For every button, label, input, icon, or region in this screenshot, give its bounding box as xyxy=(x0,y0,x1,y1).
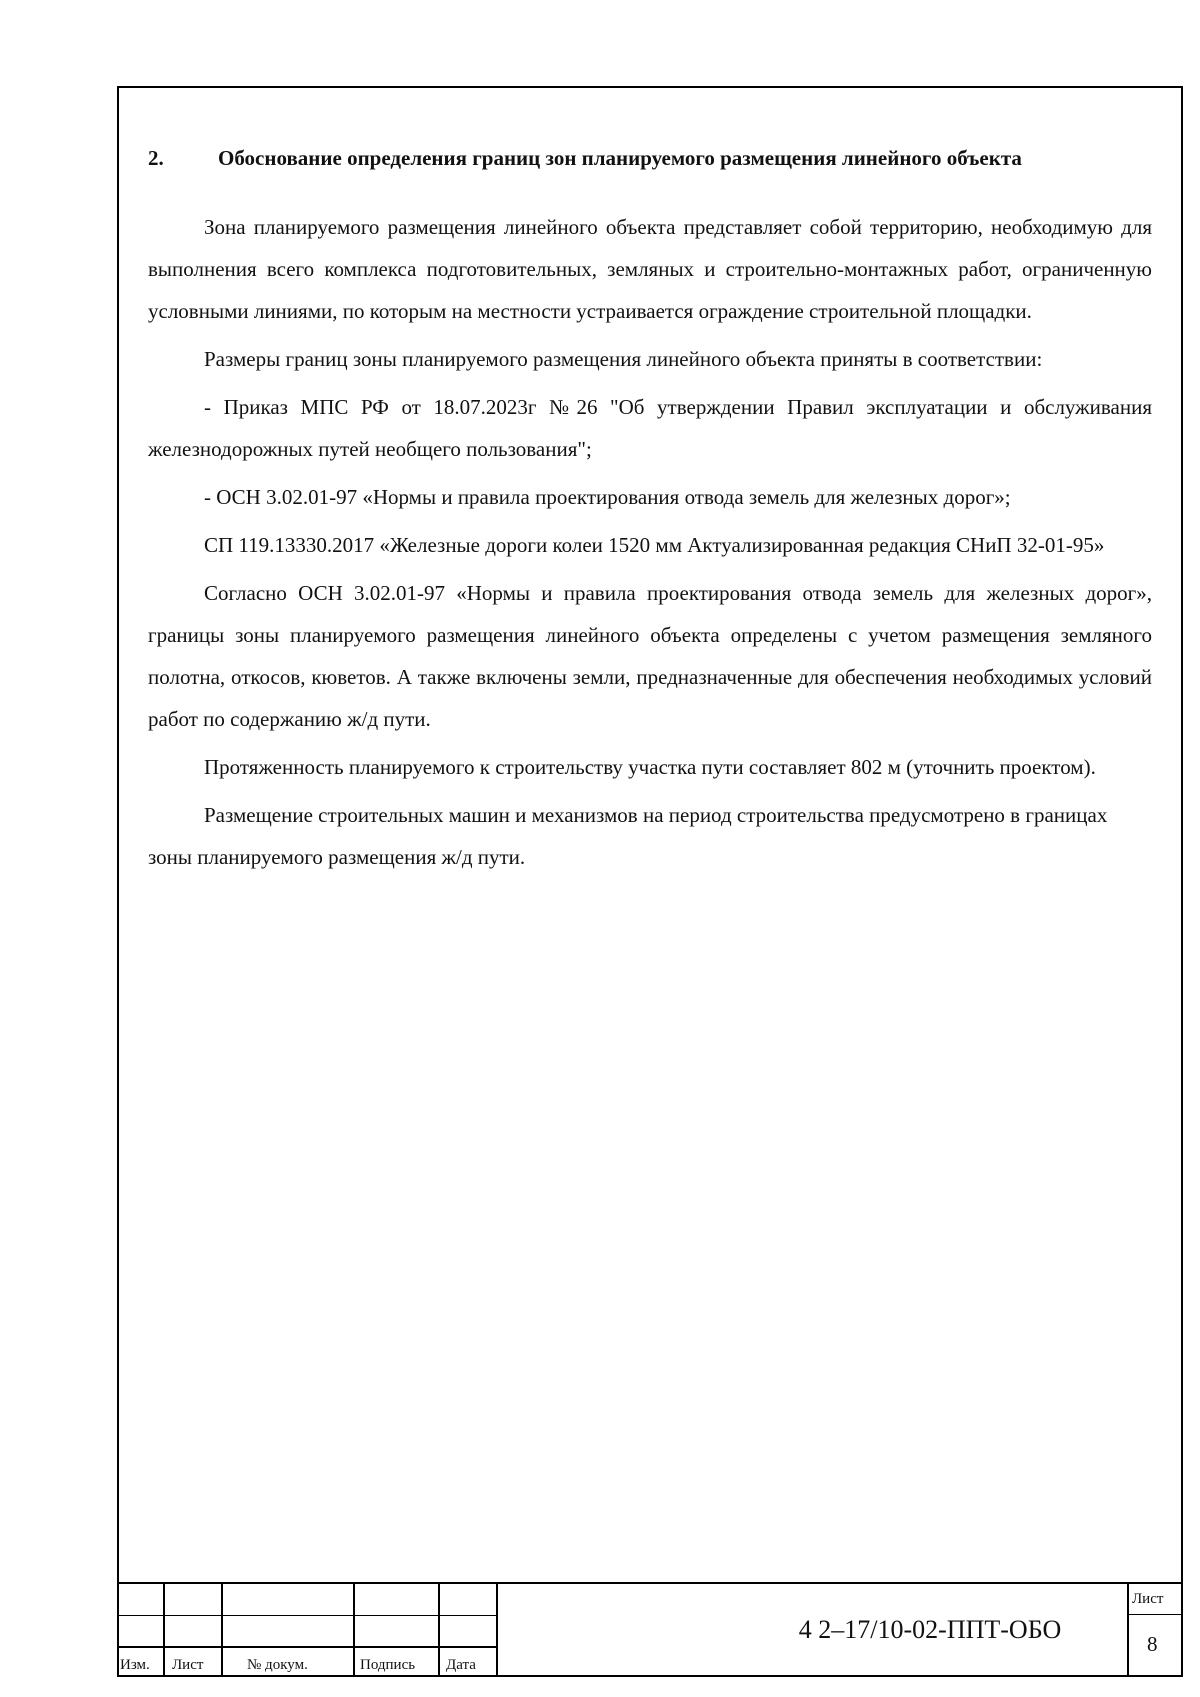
column-label-signature: Подпись xyxy=(360,1657,416,1673)
title-block-row-line xyxy=(117,1646,496,1648)
section-heading xyxy=(148,140,1152,176)
paragraph-sp-standard: СП 119.13330.2017 «Железные дороги колеи 1520 мм Актуализированная редакция СНиП 32-01-95» xyxy=(204,533,1105,557)
paragraph-track-length: Протяженность планируемого к строительству участка пути составляет 802 м (уточнить проектом). xyxy=(204,755,1096,779)
paragraph-boundary-sizes: Размеры границ зоны планируемого размещения линейного объекта приняты в соответствии: xyxy=(204,347,1043,371)
paragraph-according-osn: Согласно ОСН 3.02.01-97 «Нормы и правила проектирования отвода земель для железных дорог», границы зоны планируемого размещения линейного объекта определены с учетом размещения земляного полотна, откосов, кюветов. А также включены земли, предназначенные для обеспечения необходимых условий работ по содержанию ж/д пути. xyxy=(148,581,1152,731)
column-label-sheet: Лист xyxy=(172,1657,204,1673)
document-body xyxy=(148,140,1152,884)
section-number: 2. xyxy=(148,146,164,170)
paragraph-mps-order: - Приказ МПС РФ от 18.07.2023г №26 "Об утверждении Правил эксплуатации и обслуживания железнодорожных путей необщего пользования"; xyxy=(148,395,1152,461)
title-block-row-line xyxy=(117,1615,496,1616)
sheet-number: 8 xyxy=(1147,1632,1158,1656)
title-block-divider xyxy=(163,1584,165,1677)
column-label-change: Изм. xyxy=(120,1657,150,1673)
document-code: 4 2–17/10-02-ППТ-ОБО xyxy=(798,1615,1062,1644)
title-block-divider xyxy=(353,1584,355,1677)
section-title: Обоснование определения границ зон планируемого размещения линейного объекта xyxy=(218,146,1022,170)
paragraph-machinery-placement: Размещение строительных машин и механизмов на период строительства предусмотрено в границах зоны планируемого размещения ж/д пути. xyxy=(148,803,1108,869)
paragraph-zone-definition: Зона планируемого размещения линейного объекта представляет собой территорию, необходимую для выполнения всего комплекса подготовительных, земляных и строительно-монтажных работ, ограниченную условными линиями, по которым на местности устраивается ограждение строительной площадки. xyxy=(148,215,1152,323)
sheet-label: Лист xyxy=(1132,1591,1164,1607)
title-block-divider xyxy=(221,1584,223,1677)
title-block-divider xyxy=(438,1584,440,1677)
paragraph-osn-standard: - ОСН 3.02.01-97 «Нормы и правила проектирования отвода земель для железных дорог»; xyxy=(204,485,1011,509)
column-label-date: Дата xyxy=(446,1657,476,1673)
title-block xyxy=(117,1582,1183,1677)
column-label-doc-number: № докум. xyxy=(247,1657,308,1673)
title-block-divider xyxy=(496,1584,498,1677)
